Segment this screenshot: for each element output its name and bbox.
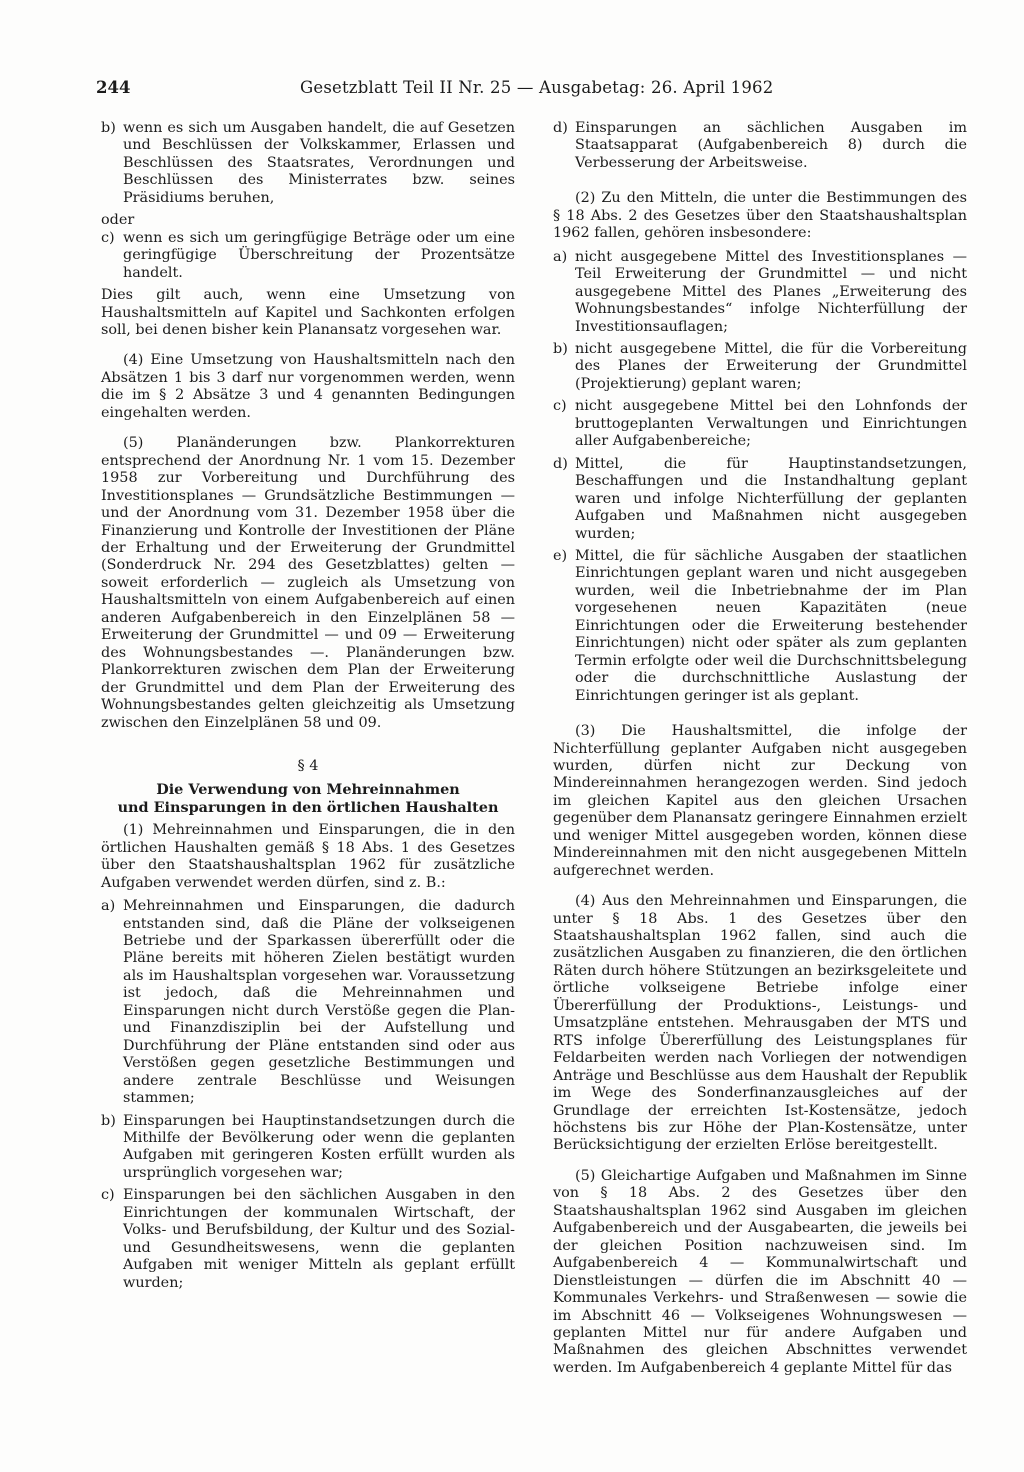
list-label: d) — [553, 120, 568, 136]
list-label: a) — [101, 898, 116, 915]
list-item-d — [553, 120, 967, 172]
list-item-r-a — [553, 249, 967, 336]
list-text: wenn es sich um geringfügige Beträge oder um eine geringfügige Überschreitung der Prozentsätze handelt. — [123, 229, 515, 281]
page-number: 244 — [96, 78, 131, 97]
section-subtitle: und Einsparungen in den örtlichen Haushalten — [117, 798, 499, 816]
list-item-s4-c — [101, 1187, 515, 1292]
paragraph-s4-1: (1) Mehreinnahmen und Einsparungen, die in den örtlichen Haushalten gemäß § 18 Abs. 1 des Gesetzes über den Staatshaushaltsplan 1962 für zusätzliche Aufgaben verwendet werden dürfen, sind z. B.: — [101, 822, 515, 891]
list-item-r-e — [553, 548, 967, 705]
list-text: nicht ausgegebene Mittel des Investitionsplanes — Teil Erweiterung der Grundmittel — und nicht ausgegebene Mittel des Planes „Erweiterung des Wohnungsbestandes“ infolge Nichterfüllung der Investitionsauflagen; — [575, 248, 967, 335]
paragraph-dies: Dies gilt auch, wenn eine Umsetzung von Haushaltsmitteln auf Kapitel und Sachkonten erfolgen soll, bei denen bisher kein Planansatz vorgesehen war. — [101, 287, 515, 338]
list-item-s4-b — [101, 1113, 515, 1183]
list-label: b) — [553, 340, 568, 357]
right-column — [553, 120, 967, 1377]
list-item-r-d — [553, 456, 967, 543]
list-label: c) — [553, 398, 567, 415]
list-item-b — [101, 120, 515, 207]
paragraph-4: (4) Eine Umsetzung von Haushaltsmitteln nach den Absätzen 1 bis 3 darf nur vorgenommen werden, wenn die im § 2 Absätze 3 und 4 genannten Bedingungen eingehalten werden. — [101, 352, 515, 421]
list-text: nicht ausgegebene Mittel bei den Lohnfonds der bruttogeplanten Verwaltungen und Einrichtungen aller Aufgabenbereiche; — [575, 398, 967, 450]
header-title: Gesetzblatt Teil II Nr. 25 — Ausgabetag: 26. April 1962 — [300, 78, 774, 97]
left-column — [101, 120, 515, 1297]
list-label: b) — [101, 1112, 116, 1129]
paragraph-5: (5) Planänderungen bzw. Plankorrekturen entsprechend der Anordnung Nr. 1 vom 15. Dezember 1958 zur Vorbereitung und Durchführung des Investitionsplanes — Grundsätzliche Bestimmungen — und der Anordnung vom 31. Dezember 1958 über die Finanzierung und Kontrolle der Investitionen der Pläne der Erhaltung und der Erweiterung der Grundmittel (Sonderdruck Nr. 294 des Gesetzblattes) gelten — soweit erforderlich — zugleich als Umsetzung von Haushaltsmitteln von einem Aufgabenbereich auf einen anderen Aufgabenbereich in den Einzelplänen 58 — Erweiterung der Grundmittel — und 09 — Erweiterung des Wohnungsbestandes —. Planänderungen bzw. Plankorrekturen zwischen dem Plan der Erweiterung der Grundmittel und dem Plan der Erweiterung des Wohnungsbestandes gelten gleichzeitig als Umsetzung zwischen den Einzelplänen 58 und 09. — [101, 435, 515, 731]
paragraph-r4: (4) Aus den Mehreinnahmen und Einsparungen, die unter § 18 Abs. 1 des Gesetzes über den Staatshaushaltsplan 1962 fallen, sind auch die zusätzlichen Ausgaben zu finanzieren, die den örtlichen Räten durch höhere Stützungen an bezirksgeleitete und örtliche volkseigene Betriebe infolge einer Übererfüllung der Produktions-, Leistungs- und Umsatzpläne entstehen. Mehrausgaben der MTS und RTS infolge Übererfüllung des Leistungsplanes für Feldarbeiten werden nach Vorliegen der notwendigen Anträge und Beschlüsse aus dem Haushalt der Republik im Wege des Sonderfinanzausgleiches auf der Grundlage der erreichten Ist-Kostensätze, jedoch höchstens bis zur Höhe der Plan-Kostensätze, unter Berücksichtigung der erzielten Erlöse bereitgestellt. — [553, 893, 967, 1154]
section-number: § 4 — [297, 757, 319, 774]
list-item-r-b — [553, 341, 967, 393]
list-text: Einsparungen bei den sächlichen Ausgaben in den Einrichtungen der kommunalen Wirtschaft, der Volks- und Berufsbildung, der Kultur und des Sozial- und Gesundheitswesens, wenn die geplanten Aufgaben mit weniger Mitteln als geplant erfüllt wurden; — [123, 1187, 515, 1291]
paragraph-r5: (5) Gleichartige Aufgaben und Maßnahmen im Sinne von § 18 Abs. 2 des Gesetzes über den Staatshaushaltsplan 1962 sind Ausgaben im gleichen Aufgabenbereich und der Ausgabearten, die jeweils bei der gleichen Position nachzuweisen sind. Im Aufgabenbereich 4 — Kommunalwirtschaft und Dienstleistungen — dürfen die im Abschnitt 40 — Kommunales Verkehrs- und Straßenwesen — sowie die im Abschnitt 46 — Volkseigenes Wohnungswesen — geplanten Mittel nur für andere Aufgaben und Maßnahmen des gleichen Abschnittes verwendet werden. Im Aufgabenbereich 4 geplante Mittel für das — [553, 1167, 967, 1376]
list-item-r-c — [553, 398, 967, 450]
section-title: Die Verwendung von Mehreinnahmen — [156, 781, 460, 799]
list-label: d) — [553, 455, 568, 472]
list-text: Einsparungen bei Hauptinstandsetzungen durch die Mithilfe der Bevölkerung oder wenn die geplanten Aufgaben mit geringeren Kosten erfüllt wurden als ursprünglich vorgesehen war; — [123, 1112, 515, 1181]
paragraph-r3: (3) Die Haushaltsmittel, die infolge der Nichterfüllung geplanter Aufgaben nicht ausgegeben wurden, dürfen nicht zur Deckung von Mindereinnahmen herangezogen werden. Sind jedoch im gleichen Kapitel aus den gleichen Ursachen gegenüber dem Planansatz geringere Einnahmen erzielt und weniger Mittel ausgegeben worden, können diese Mindereinnahmen mit den nicht ausgegebenen Mitteln aufgerechnet werden. — [553, 723, 967, 879]
list-item-c — [101, 230, 515, 282]
list-text: wenn es sich um Ausgaben handelt, die auf Gesetzen und Beschlüssen der Volkskammer, Erlassen und Beschlüssen des Staatsrates, Verordnungen und Beschlüssen des Ministerrates bzw. seines Präsidiums beruhen, — [123, 120, 515, 206]
list-label: a) — [553, 248, 568, 265]
paragraph-2: (2) Zu den Mitteln, die unter die Bestimmungen des § 18 Abs. 2 des Gesetzes über den Staatshaushaltsplan 1962 fallen, gehören insbesondere: — [553, 190, 967, 242]
list-text: Mittel, die für sächliche Ausgaben der staatlichen Einrichtungen geplant waren und nicht ausgegeben wurden, weil die Inbetriebnahme der im Plan vorgesehenen neuen Kapazitäten (neue Einrichtungen oder die Erweiterung bestehender Einrichtungen) nicht oder später als zum geplanten Termin erfolgte oder weil die Durchschnittsbelegung oder die durchschnittliche Auslastung der Einrichtungen geringer ist als geplant. — [575, 547, 967, 704]
list-text: Einsparungen an sächlichen Ausgaben im Staatsapparat (Aufgabenbereich 8) durch die Verbesserung der Arbeitsweise. — [575, 120, 967, 171]
list-item-s4-a — [101, 898, 515, 1107]
oder-text: oder — [101, 212, 135, 229]
list-text: nicht ausgegebene Mittel, die für die Vorbereitung des Planes der Erweiterung der Grundmittel (Projektierung) geplant waren; — [575, 340, 967, 392]
list-text: Mehreinnahmen und Einsparungen, die dadurch entstanden sind, daß die Pläne der volkseigenen Betriebe und der Sparkassen übererfüllt oder die Pläne bereits mit höheren Zielen bestätigt wurden als im Haushaltsplan vorgesehen war. Voraussetzung ist jedoch, daß die Mehreinnahmen und Einsparungen nicht durch Verstöße gegen die Plan- und Finanzdisziplin bei der Aufstellung und Durchführung der Pläne entstanden sind oder aus Verstößen gegen gesetzliche Bestimmungen und andere zentrale Beschlüsse und Weisungen stammen; — [123, 898, 515, 1107]
list-label: b) — [101, 120, 116, 136]
list-label: e) — [553, 547, 568, 564]
list-text: Mittel, die für Hauptinstandsetzungen, Beschaffungen und die Instandhaltung geplant waren und infolge Nichterfüllung der geplanten Aufgaben und Maßnahmen nicht ausgegeben wurden; — [575, 455, 967, 542]
list-label: c) — [101, 1187, 115, 1204]
list-label: c) — [101, 229, 115, 246]
